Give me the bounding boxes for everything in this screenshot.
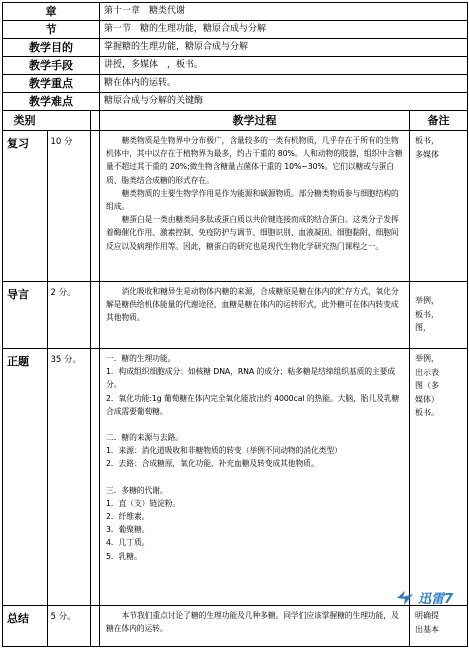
note-line: 举例， — [415, 296, 439, 305]
summary-note — [410, 606, 468, 647]
intro-spacer — [91, 282, 100, 349]
intro-cat-cell — [3, 282, 91, 349]
goal-row — [3, 39, 468, 57]
review-time: 10 分 — [47, 131, 91, 281]
goal-value: 掌握糖的生理功能，糖原合成与分解 — [100, 39, 468, 57]
note-line: 出示表 — [415, 367, 439, 377]
col-category-label: 类别 — [13, 114, 36, 127]
summary-content — [100, 606, 410, 647]
review-spacer — [91, 131, 100, 282]
lesson-plan-table — [2, 2, 468, 647]
review-cat-cell — [3, 131, 91, 282]
means-value: 讲授，多媒体 ，板书。 — [100, 57, 468, 75]
summary-para: 本节我们重点讨论了糖的生理功能及几种多糖。同学们应该掌握糖的生理功能，及糖在体内的运转。 — [106, 611, 399, 634]
col-note: 备注 — [410, 111, 468, 131]
main-spacer — [91, 349, 100, 606]
col-process: 教学过程 — [100, 111, 410, 131]
xunlei-watermark — [395, 588, 453, 607]
col-time — [91, 111, 100, 131]
section-label: 节 — [3, 21, 100, 39]
main-time: 35 分。 — [47, 349, 91, 605]
difficult-value: 糖原合成与分解的关键酶 — [100, 93, 468, 111]
main-category: 正题 — [7, 355, 29, 368]
intro-category: 导言 — [7, 288, 29, 301]
main-line: 三．多糖的代谢。 — [106, 485, 168, 495]
means-label: 教学手段 — [3, 57, 100, 75]
section-row — [3, 21, 468, 39]
col-category — [3, 111, 91, 131]
main-cat-cell — [3, 349, 91, 606]
watermark-text: 迅雷7 — [417, 592, 453, 607]
means-row — [3, 57, 468, 75]
difficult-row — [3, 93, 468, 111]
intro-content — [100, 282, 410, 349]
main-line: 5．乳糖。 — [106, 551, 142, 561]
chapter-value: 第十一章 糖类代谢 — [100, 3, 468, 21]
note-line: 板书， — [415, 309, 439, 319]
intro-note — [410, 282, 468, 349]
difficult-label: 教学难点 — [3, 93, 100, 111]
note-line: 明确提 — [415, 611, 439, 620]
note-line: 出基本 — [415, 624, 439, 634]
key-label: 教学重点 — [3, 75, 100, 93]
review-content — [100, 131, 410, 282]
main-line: 2．纤维素。 — [106, 512, 150, 522]
intro-row — [3, 282, 468, 349]
main-line: 1．直（支）链淀粉。 — [106, 498, 181, 508]
key-value: 糖在体内的运转。 — [100, 75, 468, 93]
summary-row — [3, 606, 468, 647]
main-line-blank — [106, 418, 405, 431]
note-line: 图（多 — [415, 381, 439, 390]
column-header-row — [3, 111, 468, 131]
main-line: 1．构成组织细胞成分：如核糖 DNA，RNA 的成分；粘多糖是结缔组织基质的主要成分。 — [106, 367, 396, 390]
main-note — [410, 349, 468, 606]
section-value: 第一节 糖的生理功能，糖原合成与分解 — [100, 21, 468, 39]
review-para: 糖类物质的主要生物学作用是作为能源和碳源物质。部分糖类物质参与细胞结构的组成。 — [106, 188, 399, 212]
review-note — [410, 131, 468, 282]
summary-cat-cell — [3, 606, 91, 647]
note-line: 板书， — [415, 136, 439, 145]
note-line: 举例， — [415, 354, 439, 363]
thunder-bird-icon — [395, 589, 415, 607]
chapter-row — [3, 3, 468, 21]
main-line: 3．葡聚糖。 — [106, 525, 150, 535]
note-line: 多媒体 — [415, 149, 439, 159]
intro-para: 消化吸收和糖异生是动物体内糖的来源，合成糖原是糖在体内的贮存方式，氧化分解是糖供给机体能量的代谢途径，血糖是糖在体内的运转形式，此外糖可在体内转变成其他物质。 — [106, 287, 399, 323]
summary-spacer — [91, 606, 100, 647]
main-line: 二．糖的来源与去路。 — [106, 433, 183, 443]
review-category: 复习 — [7, 137, 29, 150]
main-line: 1．来源：消化道吸收和非糖物质的转变（举例不同动物的消化类型） — [106, 446, 342, 456]
key-row — [3, 75, 468, 93]
note-line: 图， — [415, 323, 431, 332]
main-line: 2．氧化功能:1g 葡萄糖在体内完全氧化能放出约 4000cal 的热能。大脑，胎儿及乳糖合成需要葡萄糖。 — [106, 393, 400, 416]
goal-label: 教学目的 — [3, 39, 100, 57]
intro-time: 2 分。 — [47, 282, 91, 348]
main-line-blank — [106, 471, 405, 484]
main-content — [100, 349, 410, 606]
summary-category: 总结 — [7, 612, 29, 625]
review-row — [3, 131, 468, 282]
main-row — [3, 349, 468, 606]
review-para: 糖蛋白是一类由糖类同多肽或蛋白质以共价键连接而成的结合蛋白。这类分子发挥着酶催化作用、激素控制、免疫防护与调节、细胞识别、血液凝固、细胞黏附、细胞间反应以及病理作用等。因此，糖蛋白的研究也是现代生物化学研究热门课程之一。 — [106, 215, 399, 251]
review-para: 糖类物质是生物界中分布极广，含量较多的一类有机物质，几乎存在于所有的生物机体中，其中以存在于植物界为最多，约占干重的 80%。人和动物的肢器，组织中含糖量不超过其干重的 20%;微生物含糖量占菌体干重的 10%~30%。它们以糖或与蛋白质、脂类结合成糖的形式存在。 — [106, 136, 403, 185]
lesson-plan — [2, 2, 467, 647]
chapter-label: 章 — [3, 3, 100, 21]
note-line: 板书。 — [415, 408, 439, 417]
main-line: 2．去路：合成糖原，氧化功能，补充血糖及转变成其他物质。 — [106, 459, 319, 469]
note-line: 媒体） — [415, 394, 439, 404]
main-line: 一．糖的生理功能。 — [106, 354, 176, 363]
summary-time: 5 分。 — [47, 606, 91, 646]
main-line: 4．几丁质。 — [106, 538, 150, 548]
